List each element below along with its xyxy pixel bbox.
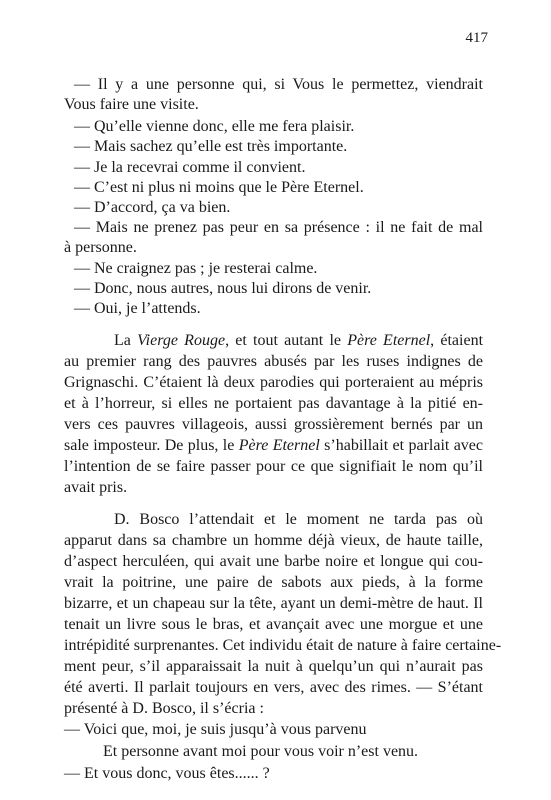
dialogue-line: — Je la recevrai comme il convient. bbox=[74, 159, 306, 176]
paragraph-line: vers ces pauvres villageois, aussi grossièrement bernés par un bbox=[64, 416, 483, 433]
dialogue-line: — Qu’elle vienne donc, elle me fera plaisir. bbox=[74, 118, 355, 135]
italic-title: Père Eternel bbox=[238, 437, 320, 454]
dialogue-line: — C’est ni plus ni moins que le Père Eternel. bbox=[74, 179, 364, 196]
paragraph-line bbox=[64, 436, 483, 456]
paragraph-line: vrait la poitrine, une paire de sabots aux pieds, à la forme bbox=[64, 574, 483, 591]
text-span: , et tout autant le bbox=[225, 332, 348, 349]
paragraph-line: ment peur, s’il apparaissait la nuit à quelqu’un qui n’aurait pas bbox=[64, 658, 483, 675]
paragraph-line: présenté à D. Bosco, il s’écria : bbox=[64, 700, 264, 717]
paragraph-line: été averti. Il parlait toujours en vers, avec des rimes. — S’étant bbox=[64, 679, 483, 696]
paragraph-line: avait pris. bbox=[64, 479, 128, 496]
text-span: La bbox=[114, 332, 138, 349]
text-span: , étaient bbox=[430, 332, 484, 349]
paragraph-line: tenait un livre sous le bras, et avançait avec une morgue et une bbox=[64, 616, 483, 633]
dialogue-line: — Oui, je l’attends. bbox=[74, 300, 201, 317]
paragraph-line: et à l’horreur, si elles ne portaient pas davantage à la pitié en- bbox=[64, 395, 483, 412]
paragraph-line: intrépidité surprenantes. Cet individu était de nature à faire certaine- bbox=[64, 637, 502, 654]
paragraph-line: l’intention de se faire passer pour ce que signifiait le nom qu’il bbox=[64, 458, 483, 475]
paragraph-line: Grignaschi. C’étaient là deux parodies qui porteraient au mépris bbox=[64, 374, 483, 391]
page-number: 417 bbox=[465, 30, 488, 46]
paragraph-line: D. Bosco l’attendait et le moment ne tarda pas où bbox=[114, 511, 483, 528]
dialogue-line: — Donc, nous autres, nous lui dirons de venir. bbox=[74, 280, 372, 297]
dialogue-line: — Mais sachez qu’elle est très importante. bbox=[74, 138, 348, 155]
dialogue-line: — Ne craignez pas ; je resterai calme. bbox=[74, 260, 318, 277]
paragraph-line bbox=[114, 331, 483, 351]
paragraph-line: bizarre, et un chapeau sur la tête, ayant un demi-mètre de haut. Il bbox=[64, 595, 483, 612]
dialogue-line: — Mais ne prenez pas peur en sa présence : il ne fait de mal bbox=[74, 219, 483, 236]
dialogue-line: — Il y a une personne qui, si Vous le permettez, viendrait bbox=[74, 76, 483, 93]
dialogue-line: à personne. bbox=[64, 239, 137, 256]
paragraph-line: au premier rang des pauvres abusés par les ruses indignes de bbox=[64, 353, 483, 370]
text-span: s’habillait et parlait avec bbox=[319, 437, 484, 454]
verse-line: — Et vous donc, vous êtes...... ? bbox=[64, 765, 270, 782]
dialogue-line: — D’accord, ça va bien. bbox=[74, 199, 231, 216]
dialogue-line: Vous faire une visite. bbox=[64, 96, 199, 113]
verse-line: — Voici que, moi, je suis jusqu’à vous parvenu bbox=[64, 721, 367, 738]
italic-title: Père Eternel bbox=[347, 332, 431, 349]
paragraph-line: apparut dans sa chambre un homme déjà vieux, de haute taille, bbox=[64, 532, 483, 549]
italic-title: Vierge Rouge bbox=[137, 332, 226, 349]
paragraph-line: d’aspect herculéen, qui avait une barbe noire et longue qui cou- bbox=[64, 553, 483, 570]
text-span: sale imposteur. De plus, le bbox=[64, 437, 239, 454]
verse-line: Et personne avant moi pour vous voir n’est venu. bbox=[103, 743, 419, 760]
